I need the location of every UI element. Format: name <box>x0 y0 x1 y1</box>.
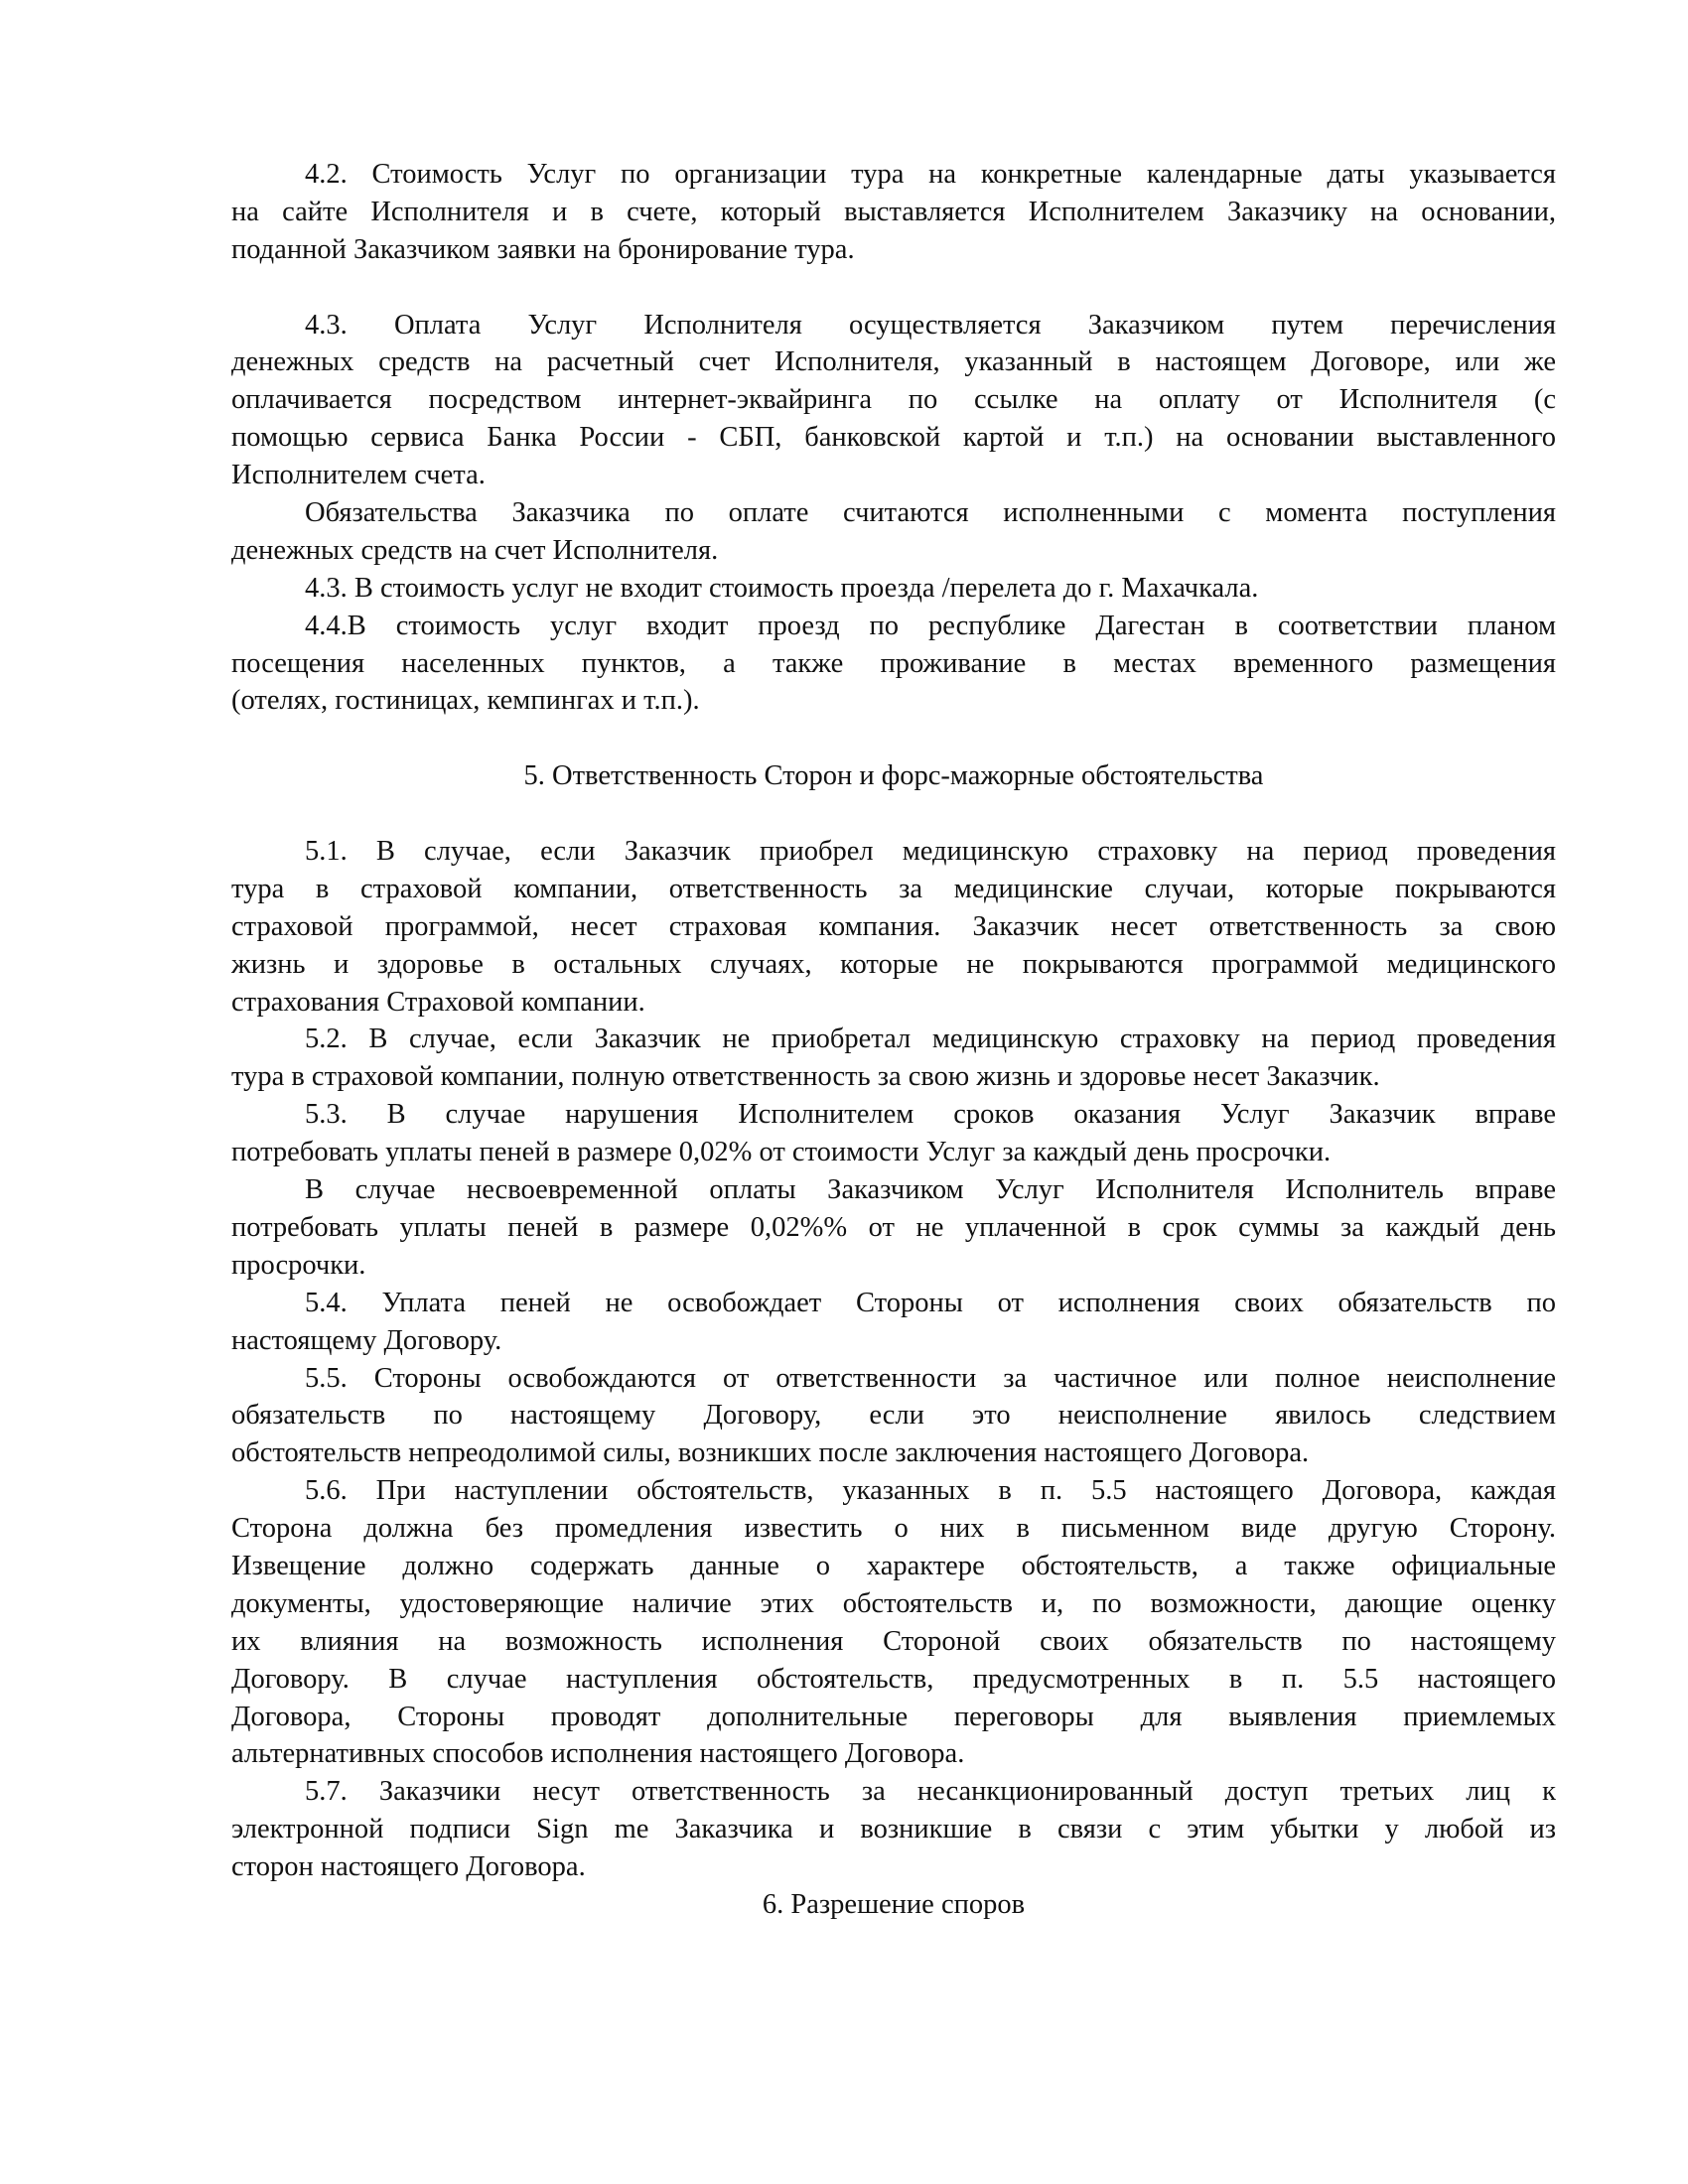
paragraph <box>231 156 1556 269</box>
text-line: посещения населенных пунктов, а также проживание в местах временного размещения <box>231 647 1556 679</box>
paragraph <box>231 1171 1556 1285</box>
text-line: 4.4.В стоимость услуг входит проезд по республике Дагестан в соответствии планом <box>305 610 1556 641</box>
text-line: потребовать уплаты пеней в размере 0,02%% от не уплаченной в срок суммы за каждый день <box>231 1211 1556 1243</box>
text-line: тура в страховой компании, ответственность за медицинские случаи, которые покрываются <box>231 873 1556 904</box>
text-line: Обязательства Заказчика по оплате считаются исполненными с момента поступления <box>305 497 1556 529</box>
text-line: денежных средств на счет Исполнителя. <box>231 534 719 566</box>
text-line: помощью сервиса Банка России - СБП, банковской картой и т.п.) на основании выставленного <box>231 422 1556 454</box>
text-line: 4.2. Стоимость Услуг по организации тура на конкретные календарные даты указывается <box>305 159 1556 190</box>
text-line: Исполнителем счета. <box>231 460 486 491</box>
paragraph <box>231 608 1556 721</box>
blank-line <box>231 269 1556 307</box>
paragraph <box>231 1472 1556 1773</box>
text-line: на сайте Исполнителя и в счете, который выставляется Исполнителем Заказчику на основании, <box>231 196 1556 227</box>
text-line: Извещение должно содержать данные о характере обстоятельств, а также официальные <box>231 1550 1556 1581</box>
text-line: 4.3. В стоимость услуг не входит стоимость проезда /перелета до г. Махачкала. <box>305 572 1259 604</box>
text-line: 5.6. При наступлении обстоятельств, указанных в п. 5.5 настоящего Договора, каждая <box>305 1475 1556 1507</box>
text-line: жизнь и здоровье в остальных случаях, которые не покрываются программой медицинского <box>231 948 1556 980</box>
text-line: 5.3. В случае нарушения Исполнителем сроков оказания Услуг Заказчик вправе <box>305 1099 1556 1131</box>
paragraph <box>231 1285 1556 1360</box>
text-line: их влияния на возможность исполнения Стороной своих обязательств по настоящему <box>231 1625 1556 1657</box>
document-page <box>231 156 1556 1924</box>
text-line: 5.4. Уплата пеней не освобождает Стороны от исполнения своих обязательств по <box>305 1287 1556 1318</box>
paragraph <box>231 1021 1556 1096</box>
text-line: обстоятельств непреодолимой силы, возникших после заключения настоящего Договора. <box>231 1437 1310 1469</box>
text-line: обязательств по настоящему Договору, если это неисполнение явилось следствием <box>231 1400 1556 1432</box>
text-line: альтернативных способов исполнения настоящего Договора. <box>231 1738 965 1770</box>
paragraph <box>231 833 1556 1021</box>
text-line: просрочки. <box>231 1249 366 1281</box>
blank-line <box>231 795 1556 833</box>
text-line: 5.1. В случае, если Заказчик приобрел медицинскую страховку на период проведения <box>305 836 1556 868</box>
text-line: сторон настоящего Договора. <box>231 1851 586 1883</box>
paragraph <box>231 1096 1556 1171</box>
paragraph <box>231 494 1556 570</box>
paragraph <box>231 1360 1556 1473</box>
text-line: 5.2. В случае, если Заказчик не приобретал медицинскую страховку на период проведения <box>305 1024 1556 1055</box>
paragraph <box>231 307 1556 494</box>
text-line: Сторона должна без промедления известить о них в письменном виде другую Сторону. <box>231 1513 1556 1545</box>
text-line: документы, удостоверяющие наличие этих обстоятельств и, по возможности, дающие оценку <box>231 1587 1556 1619</box>
text-line: (отелях, гостиницах, кемпингах и т.п.). <box>231 685 700 717</box>
text-line: страхования Страховой компании. <box>231 986 645 1018</box>
text-line: тура в страховой компании, полную ответственность за свою жизнь и здоровье несет Заказчик. <box>231 1061 1380 1093</box>
text-line: электронной подписи Sign me Заказчика и возникшие в связи с этим убытки у любой из <box>231 1814 1556 1845</box>
text-line: потребовать уплаты пеней в размере 0,02% от стоимости Услуг за каждый день просрочки. <box>231 1137 1332 1168</box>
paragraph <box>231 1773 1556 1886</box>
text-line: денежных средств на расчетный счет Исполнителя, указанный в настоящем Договоре, или же <box>231 346 1556 378</box>
text-line: поданной Заказчиком заявки на бронирование тура. <box>231 233 855 265</box>
section-heading: 6. Разрешение споров <box>762 1888 1026 1920</box>
text-line: настоящему Договору. <box>231 1324 502 1356</box>
paragraph <box>231 570 1556 608</box>
text-line: 4.3. Оплата Услуг Исполнителя осуществляется Заказчиком путем перечисления <box>305 309 1556 341</box>
text-line: Договора, Стороны проводят дополнительные переговоры для выявления приемлемых <box>231 1701 1556 1732</box>
blank-line <box>231 720 1556 757</box>
text-line: страховой программой, несет страховая компания. Заказчик несет ответственность за свою <box>231 910 1556 942</box>
section-heading: 5. Ответственность Сторон и форс-мажорные обстоятельства <box>523 760 1264 792</box>
text-line: оплачивается посредством интернет-эквайринга по ссылке на оплату от Исполнителя (с <box>231 384 1556 416</box>
text-line: Договору. В случае наступления обстоятельств, предусмотренных в п. 5.5 настоящего <box>231 1663 1556 1695</box>
text-line: В случае несвоевременной оплаты Заказчиком Услуг Исполнителя Исполнитель вправе <box>305 1174 1556 1206</box>
text-line: 5.7. Заказчики несут ответственность за несанкционированный доступ третьих лиц к <box>305 1776 1556 1808</box>
text-line: 5.5. Стороны освобождаются от ответственности за частичное или полное неисполнение <box>305 1362 1556 1394</box>
